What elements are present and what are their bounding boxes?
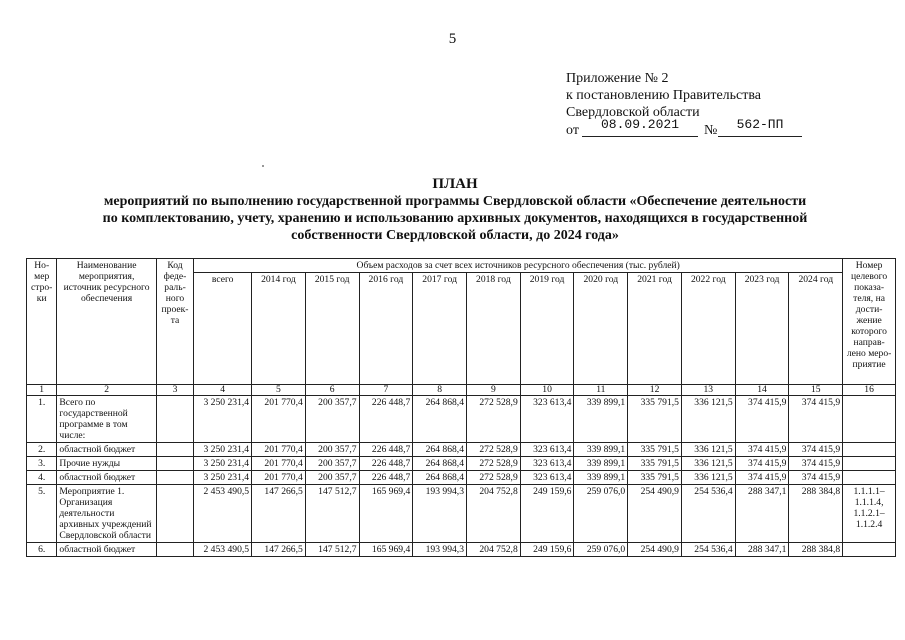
row-value-cell: 259 076,0 bbox=[574, 485, 628, 543]
row-number-cell: 4. bbox=[27, 471, 57, 485]
header-year: 2022 год bbox=[681, 273, 735, 385]
column-number: 4 bbox=[194, 385, 252, 396]
row-value-cell: 374 415,9 bbox=[789, 471, 843, 485]
column-number: 6 bbox=[305, 385, 359, 396]
header-year: 2024 год bbox=[789, 273, 843, 385]
table-row bbox=[27, 543, 896, 557]
row-value-cell: 264 868,4 bbox=[413, 471, 467, 485]
column-number: 3 bbox=[156, 385, 194, 396]
decree-date: 08.09.2021 bbox=[582, 116, 698, 137]
plan-table bbox=[26, 258, 896, 557]
row-value-cell: 323 613,4 bbox=[520, 457, 574, 471]
row-value-cell: 339 899,1 bbox=[574, 396, 628, 443]
row-value-cell: 3 250 231,4 bbox=[194, 457, 252, 471]
row-value-cell: 336 121,5 bbox=[681, 471, 735, 485]
appendix-line-3: Свердловской области bbox=[566, 105, 700, 120]
row-value-cell: 323 613,4 bbox=[520, 443, 574, 457]
row-value-cell: 226 448,7 bbox=[359, 443, 413, 457]
row-number-cell: 6. bbox=[27, 543, 57, 557]
row-value-cell: 264 868,4 bbox=[413, 396, 467, 443]
row-project-code-cell bbox=[156, 443, 194, 457]
row-value-cell: 335 791,5 bbox=[628, 471, 682, 485]
row-name-cell: Прочие нужды bbox=[57, 457, 156, 471]
column-number: 14 bbox=[735, 385, 789, 396]
row-name-cell: областной бюджет bbox=[57, 543, 156, 557]
header-year: всего bbox=[194, 273, 252, 385]
table-row bbox=[27, 485, 896, 543]
row-value-cell: 147 266,5 bbox=[252, 485, 306, 543]
row-value-cell: 288 384,8 bbox=[789, 543, 843, 557]
header-volume-group: Объем расходов за счет всех источников ресурсного обеспечения (тыс. рублей) bbox=[194, 259, 843, 273]
from-label: от bbox=[566, 123, 579, 138]
header-year: 2021 год bbox=[628, 273, 682, 385]
row-value-cell: 288 384,8 bbox=[789, 485, 843, 543]
column-number: 10 bbox=[520, 385, 574, 396]
header-year: 2017 год bbox=[413, 273, 467, 385]
row-value-cell: 374 415,9 bbox=[789, 443, 843, 457]
row-value-cell: 2 453 490,5 bbox=[194, 485, 252, 543]
row-value-cell: 335 791,5 bbox=[628, 457, 682, 471]
row-value-cell: 335 791,5 bbox=[628, 443, 682, 457]
row-value-cell: 201 770,4 bbox=[252, 471, 306, 485]
row-value-cell: 2 453 490,5 bbox=[194, 543, 252, 557]
row-value-cell: 200 357,7 bbox=[305, 471, 359, 485]
document-title bbox=[40, 176, 870, 244]
row-value-cell: 254 490,9 bbox=[628, 543, 682, 557]
row-target-cell bbox=[843, 443, 896, 457]
column-number: 1 bbox=[27, 385, 57, 396]
row-value-cell: 226 448,7 bbox=[359, 457, 413, 471]
header-row-number: Но-мер стро-ки bbox=[27, 259, 57, 385]
row-value-cell: 204 752,8 bbox=[467, 543, 521, 557]
row-value-cell: 200 357,7 bbox=[305, 457, 359, 471]
header-year: 2014 год bbox=[252, 273, 306, 385]
header-name: Наименование мероприятия, источник ресурсного обеспечения bbox=[57, 259, 156, 385]
row-value-cell: 193 994,3 bbox=[413, 485, 467, 543]
row-project-code-cell bbox=[156, 485, 194, 543]
appendix-block bbox=[566, 70, 784, 139]
row-value-cell: 165 969,4 bbox=[359, 485, 413, 543]
row-value-cell: 249 159,6 bbox=[520, 543, 574, 557]
row-value-cell: 374 415,9 bbox=[735, 396, 789, 443]
row-value-cell: 264 868,4 bbox=[413, 443, 467, 457]
header-year: 2023 год bbox=[735, 273, 789, 385]
row-number-cell: 3. bbox=[27, 457, 57, 471]
scan-speck bbox=[262, 165, 264, 167]
column-number: 11 bbox=[574, 385, 628, 396]
row-project-code-cell bbox=[156, 543, 194, 557]
row-value-cell: 201 770,4 bbox=[252, 443, 306, 457]
row-value-cell: 147 266,5 bbox=[252, 543, 306, 557]
column-numbers-row bbox=[27, 385, 896, 396]
row-value-cell: 201 770,4 bbox=[252, 457, 306, 471]
row-value-cell: 3 250 231,4 bbox=[194, 471, 252, 485]
row-value-cell: 272 528,9 bbox=[467, 457, 521, 471]
row-value-cell: 200 357,7 bbox=[305, 443, 359, 457]
row-value-cell: 339 899,1 bbox=[574, 471, 628, 485]
header-year: 2018 год bbox=[467, 273, 521, 385]
row-value-cell: 374 415,9 bbox=[789, 396, 843, 443]
row-value-cell: 323 613,4 bbox=[520, 471, 574, 485]
row-value-cell: 226 448,7 bbox=[359, 471, 413, 485]
row-value-cell: 374 415,9 bbox=[735, 443, 789, 457]
row-value-cell: 204 752,8 bbox=[467, 485, 521, 543]
row-value-cell: 288 347,1 bbox=[735, 543, 789, 557]
column-number: 7 bbox=[359, 385, 413, 396]
row-value-cell: 339 899,1 bbox=[574, 457, 628, 471]
header-year: 2020 год bbox=[574, 273, 628, 385]
row-value-cell: 254 536,4 bbox=[681, 543, 735, 557]
row-value-cell: 335 791,5 bbox=[628, 396, 682, 443]
row-name-cell: областной бюджет bbox=[57, 471, 156, 485]
decree-date-number-row bbox=[566, 117, 784, 139]
row-value-cell: 249 159,6 bbox=[520, 485, 574, 543]
column-number: 12 bbox=[628, 385, 682, 396]
row-target-cell: 1.1.1.1–1.1.1.4, 1.1.2.1–1.1.2.4 bbox=[843, 485, 896, 543]
row-name-cell: областной бюджет bbox=[57, 443, 156, 457]
row-target-cell bbox=[843, 471, 896, 485]
row-value-cell: 288 347,1 bbox=[735, 485, 789, 543]
column-number: 8 bbox=[413, 385, 467, 396]
appendix-line-2: к постановлению Правительства bbox=[566, 88, 762, 103]
row-target-cell bbox=[843, 543, 896, 557]
header-year: 2019 год bbox=[520, 273, 574, 385]
table-row bbox=[27, 457, 896, 471]
table-row bbox=[27, 443, 896, 457]
column-number: 13 bbox=[681, 385, 735, 396]
column-number: 5 bbox=[252, 385, 306, 396]
row-value-cell: 165 969,4 bbox=[359, 543, 413, 557]
row-value-cell: 374 415,9 bbox=[735, 471, 789, 485]
column-number: 16 bbox=[843, 385, 896, 396]
number-label: № bbox=[704, 123, 718, 138]
row-number-cell: 2. bbox=[27, 443, 57, 457]
title-line-1: мероприятий по выполнению государственной программы Свердловской области «Обеспечение деятельности bbox=[103, 194, 807, 209]
row-value-cell: 201 770,4 bbox=[252, 396, 306, 443]
row-name-cell: Мероприятие 1. Организация деятельности архивных учреждений Свердловской области bbox=[57, 485, 156, 543]
row-value-cell: 336 121,5 bbox=[681, 443, 735, 457]
row-value-cell: 200 357,7 bbox=[305, 396, 359, 443]
row-value-cell: 3 250 231,4 bbox=[194, 396, 252, 443]
header-year: 2015 год bbox=[305, 273, 359, 385]
row-value-cell: 272 528,9 bbox=[467, 471, 521, 485]
decree-number: 562-ПП bbox=[718, 116, 802, 137]
row-value-cell: 193 994,3 bbox=[413, 543, 467, 557]
row-value-cell: 272 528,9 bbox=[467, 396, 521, 443]
row-value-cell: 264 868,4 bbox=[413, 457, 467, 471]
column-number: 9 bbox=[467, 385, 521, 396]
row-value-cell: 339 899,1 bbox=[574, 443, 628, 457]
header-target: Номер целевого показа-теля, на дости-жение которого направ-лено меро-приятие bbox=[843, 259, 896, 385]
row-target-cell bbox=[843, 396, 896, 443]
row-value-cell: 336 121,5 bbox=[681, 457, 735, 471]
row-value-cell: 3 250 231,4 bbox=[194, 443, 252, 457]
row-value-cell: 374 415,9 bbox=[789, 457, 843, 471]
row-value-cell: 147 512,7 bbox=[305, 543, 359, 557]
row-name-cell: Всего по государственной программе в том числе: bbox=[57, 396, 156, 443]
title-line-2: по комплектованию, учету, хранению и использованию архивных документов, находящихся в государственной bbox=[102, 211, 808, 226]
row-number-cell: 1. bbox=[27, 396, 57, 443]
column-number: 15 bbox=[789, 385, 843, 396]
appendix-line-1: Приложение № 2 bbox=[566, 71, 669, 86]
title-heading: ПЛАН bbox=[432, 176, 478, 192]
table-row bbox=[27, 396, 896, 443]
row-project-code-cell bbox=[156, 471, 194, 485]
row-project-code-cell bbox=[156, 396, 194, 443]
row-value-cell: 226 448,7 bbox=[359, 396, 413, 443]
table-row bbox=[27, 471, 896, 485]
plan-table-body bbox=[27, 396, 896, 557]
row-value-cell: 147 512,7 bbox=[305, 485, 359, 543]
row-target-cell bbox=[843, 457, 896, 471]
header-year: 2016 год bbox=[359, 273, 413, 385]
row-value-cell: 259 076,0 bbox=[574, 543, 628, 557]
row-value-cell: 323 613,4 bbox=[520, 396, 574, 443]
row-project-code-cell bbox=[156, 457, 194, 471]
row-value-cell: 374 415,9 bbox=[735, 457, 789, 471]
table-header-row bbox=[27, 259, 896, 273]
row-value-cell: 254 536,4 bbox=[681, 485, 735, 543]
title-line-3: собственности Свердловской области, до 2024 года» bbox=[291, 228, 619, 243]
column-number: 2 bbox=[57, 385, 156, 396]
row-value-cell: 254 490,9 bbox=[628, 485, 682, 543]
row-number-cell: 5. bbox=[27, 485, 57, 543]
row-value-cell: 336 121,5 bbox=[681, 396, 735, 443]
row-value-cell: 272 528,9 bbox=[467, 443, 521, 457]
page-number: 5 bbox=[448, 31, 457, 47]
header-project-code: Код феде-раль-ного проек-та bbox=[156, 259, 194, 385]
